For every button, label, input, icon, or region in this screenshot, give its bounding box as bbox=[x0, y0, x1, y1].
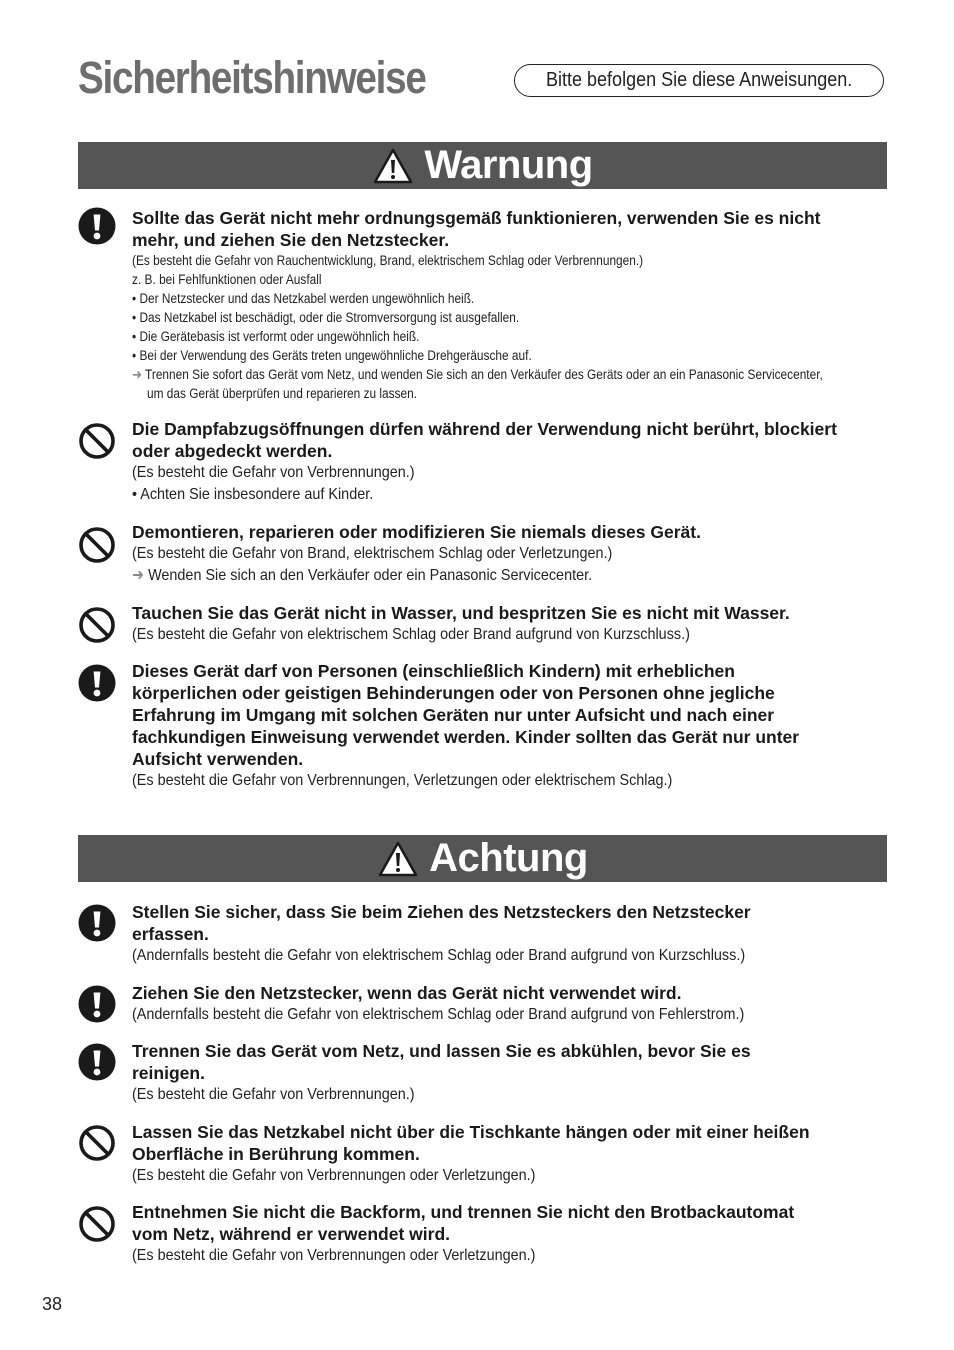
item-detail-arrow bbox=[132, 565, 814, 587]
arrow-text: Trennen Sie sofort das Gerät vom Netz, und wenden Sie sich an den Verkäufer des Geräts oder an ein Panasonic Servicecenter, bbox=[145, 367, 823, 382]
exclamation-icon bbox=[78, 207, 116, 245]
item-heading: fachkundigen Einweisung verwendet werden. Kinder sollten das Gerät nur unter bbox=[132, 727, 800, 747]
item-detail: (Es besteht die Gefahr von Verbrennungen oder Verletzungen.) bbox=[132, 1167, 536, 1184]
arrow-right-icon: ➜ bbox=[132, 367, 146, 382]
exclamation-icon bbox=[78, 985, 116, 1023]
item-detail: (Andernfalls besteht die Gefahr von elektrischem Schlag oder Brand aufgrund von Fehlerstrom.) bbox=[132, 1006, 745, 1023]
item-heading: Sollte das Gerät nicht mehr ordnungsgemäß funktionieren, verwenden Sie es nicht bbox=[132, 208, 821, 228]
item-detail: (Es besteht die Gefahr von Verbrennungen oder Verletzungen.) bbox=[132, 1247, 536, 1264]
item-detail: • Der Netzstecker und das Netzkabel werden ungewöhnlich heiß. bbox=[132, 291, 475, 306]
item-heading: Lassen Sie das Netzkabel nicht über die Tischkante hängen oder mit einer heißen bbox=[132, 1122, 810, 1142]
item-heading: vom Netz, während er verwendet wird. bbox=[132, 1224, 450, 1244]
item-detail: • Das Netzkabel ist beschädigt, oder die Stromversorgung ist ausgefallen. bbox=[132, 310, 520, 325]
item-heading: Aufsicht verwenden. bbox=[132, 749, 304, 769]
safety-item bbox=[78, 1201, 890, 1267]
safety-item bbox=[78, 901, 890, 967]
safety-item bbox=[78, 1040, 890, 1106]
prohibited-icon bbox=[78, 422, 116, 460]
prohibited-icon bbox=[78, 1124, 116, 1162]
item-heading: Demontieren, reparieren oder modifizieren Sie niemals dieses Gerät. bbox=[132, 522, 701, 542]
exclamation-icon bbox=[78, 1043, 116, 1081]
exclamation-icon bbox=[78, 904, 116, 942]
item-detail: • Bei der Verwendung des Geräts treten ungewöhnliche Drehgeräusche auf. bbox=[132, 348, 532, 363]
item-heading: Ziehen Sie den Netzstecker, wenn das Gerät nicht verwendet wird. bbox=[132, 983, 682, 1003]
item-heading: Entnehmen Sie nicht die Backform, und trennen Sie nicht den Brotbackautomat bbox=[132, 1202, 795, 1222]
item-detail: (Es besteht die Gefahr von Verbrennungen.) bbox=[132, 464, 415, 481]
item-heading: Tauchen Sie das Gerät nicht in Wasser, und bespritzen Sie es nicht mit Wasser. bbox=[132, 603, 790, 623]
safety-item bbox=[78, 602, 890, 646]
prohibited-icon bbox=[78, 1205, 116, 1243]
subtitle-pill bbox=[514, 64, 884, 97]
item-detail: (Es besteht die Gefahr von Verbrennungen, Verletzungen oder elektrischem Schlag.) bbox=[132, 772, 673, 789]
section-header-achtung bbox=[78, 835, 887, 882]
item-detail: (Es besteht die Gefahr von elektrischem Schlag oder Brand aufgrund von Kurzschluss.) bbox=[132, 626, 690, 643]
item-heading: Die Dampfabzugsöffnungen dürfen während der Verwendung nicht berührt, blockiert bbox=[132, 419, 837, 439]
item-detail: (Es besteht die Gefahr von Verbrennungen.) bbox=[132, 1086, 415, 1103]
item-detail: • Die Gerätebasis ist verformt oder ungewöhnlich heiß. bbox=[132, 329, 420, 344]
prohibited-icon bbox=[78, 606, 116, 644]
page-number: 38 bbox=[42, 1294, 63, 1314]
prohibited-icon bbox=[78, 526, 116, 564]
item-heading: reinigen. bbox=[132, 1063, 205, 1083]
item-heading: Oberfläche in Berührung kommen. bbox=[132, 1144, 420, 1164]
item-detail: z. B. bei Fehlfunktionen oder Ausfall bbox=[132, 272, 322, 287]
item-heading: Stellen Sie sicher, dass Sie beim Ziehen des Netzsteckers den Netzstecker bbox=[132, 902, 751, 922]
safety-item bbox=[78, 660, 890, 792]
item-heading: Trennen Sie das Gerät vom Netz, und lassen Sie es abkühlen, bevor Sie es bbox=[132, 1041, 751, 1061]
arrow-text: Wenden Sie sich an den Verkäufer oder ein Panasonic Servicecenter. bbox=[148, 567, 593, 584]
section-title: Warnung bbox=[424, 143, 593, 187]
item-detail: (Es besteht die Gefahr von Rauchentwicklung, Brand, elektrischem Schlag oder Verbrennungen.) bbox=[132, 253, 644, 268]
exclamation-icon bbox=[78, 664, 116, 702]
safety-item bbox=[78, 521, 890, 587]
item-detail: (Es besteht die Gefahr von Brand, elektrischem Schlag oder Verletzungen.) bbox=[132, 545, 613, 562]
subtitle-text: Bitte befolgen Sie diese Anweisungen. bbox=[545, 69, 853, 91]
item-detail: • Achten Sie insbesondere auf Kinder. bbox=[132, 486, 374, 503]
item-heading: oder abgedeckt werden. bbox=[132, 441, 333, 461]
item-detail-arrow bbox=[132, 365, 823, 384]
item-heading: erfassen. bbox=[132, 924, 209, 944]
safety-item bbox=[78, 207, 890, 403]
section-title: Achtung bbox=[429, 836, 588, 880]
item-heading: Dieses Gerät darf von Personen (einschließlich Kindern) mit erheblichen bbox=[132, 661, 735, 681]
arrow-right-icon: ➜ bbox=[132, 567, 149, 584]
section-header-warnung bbox=[78, 142, 887, 189]
item-heading: mehr, und ziehen Sie den Netzstecker. bbox=[132, 230, 450, 250]
safety-item bbox=[78, 418, 890, 506]
page-title: Sicherheitshinweise bbox=[78, 52, 426, 103]
warning-triangle-icon bbox=[377, 840, 419, 878]
warning-triangle-icon bbox=[372, 147, 414, 185]
item-heading: körperlichen oder geistigen Behinderungen oder von Personen ohne jegliche bbox=[132, 683, 775, 703]
item-detail: um das Gerät überprüfen und reparieren zu lassen. bbox=[146, 386, 418, 401]
item-heading: Erfahrung im Umgang mit solchen Geräten nur unter Aufsicht und nach einer bbox=[132, 705, 775, 725]
safety-item bbox=[78, 1121, 890, 1187]
item-detail: (Andernfalls besteht die Gefahr von elektrischem Schlag oder Brand aufgrund von Kurzschluss.) bbox=[132, 947, 746, 964]
safety-item bbox=[78, 982, 890, 1026]
